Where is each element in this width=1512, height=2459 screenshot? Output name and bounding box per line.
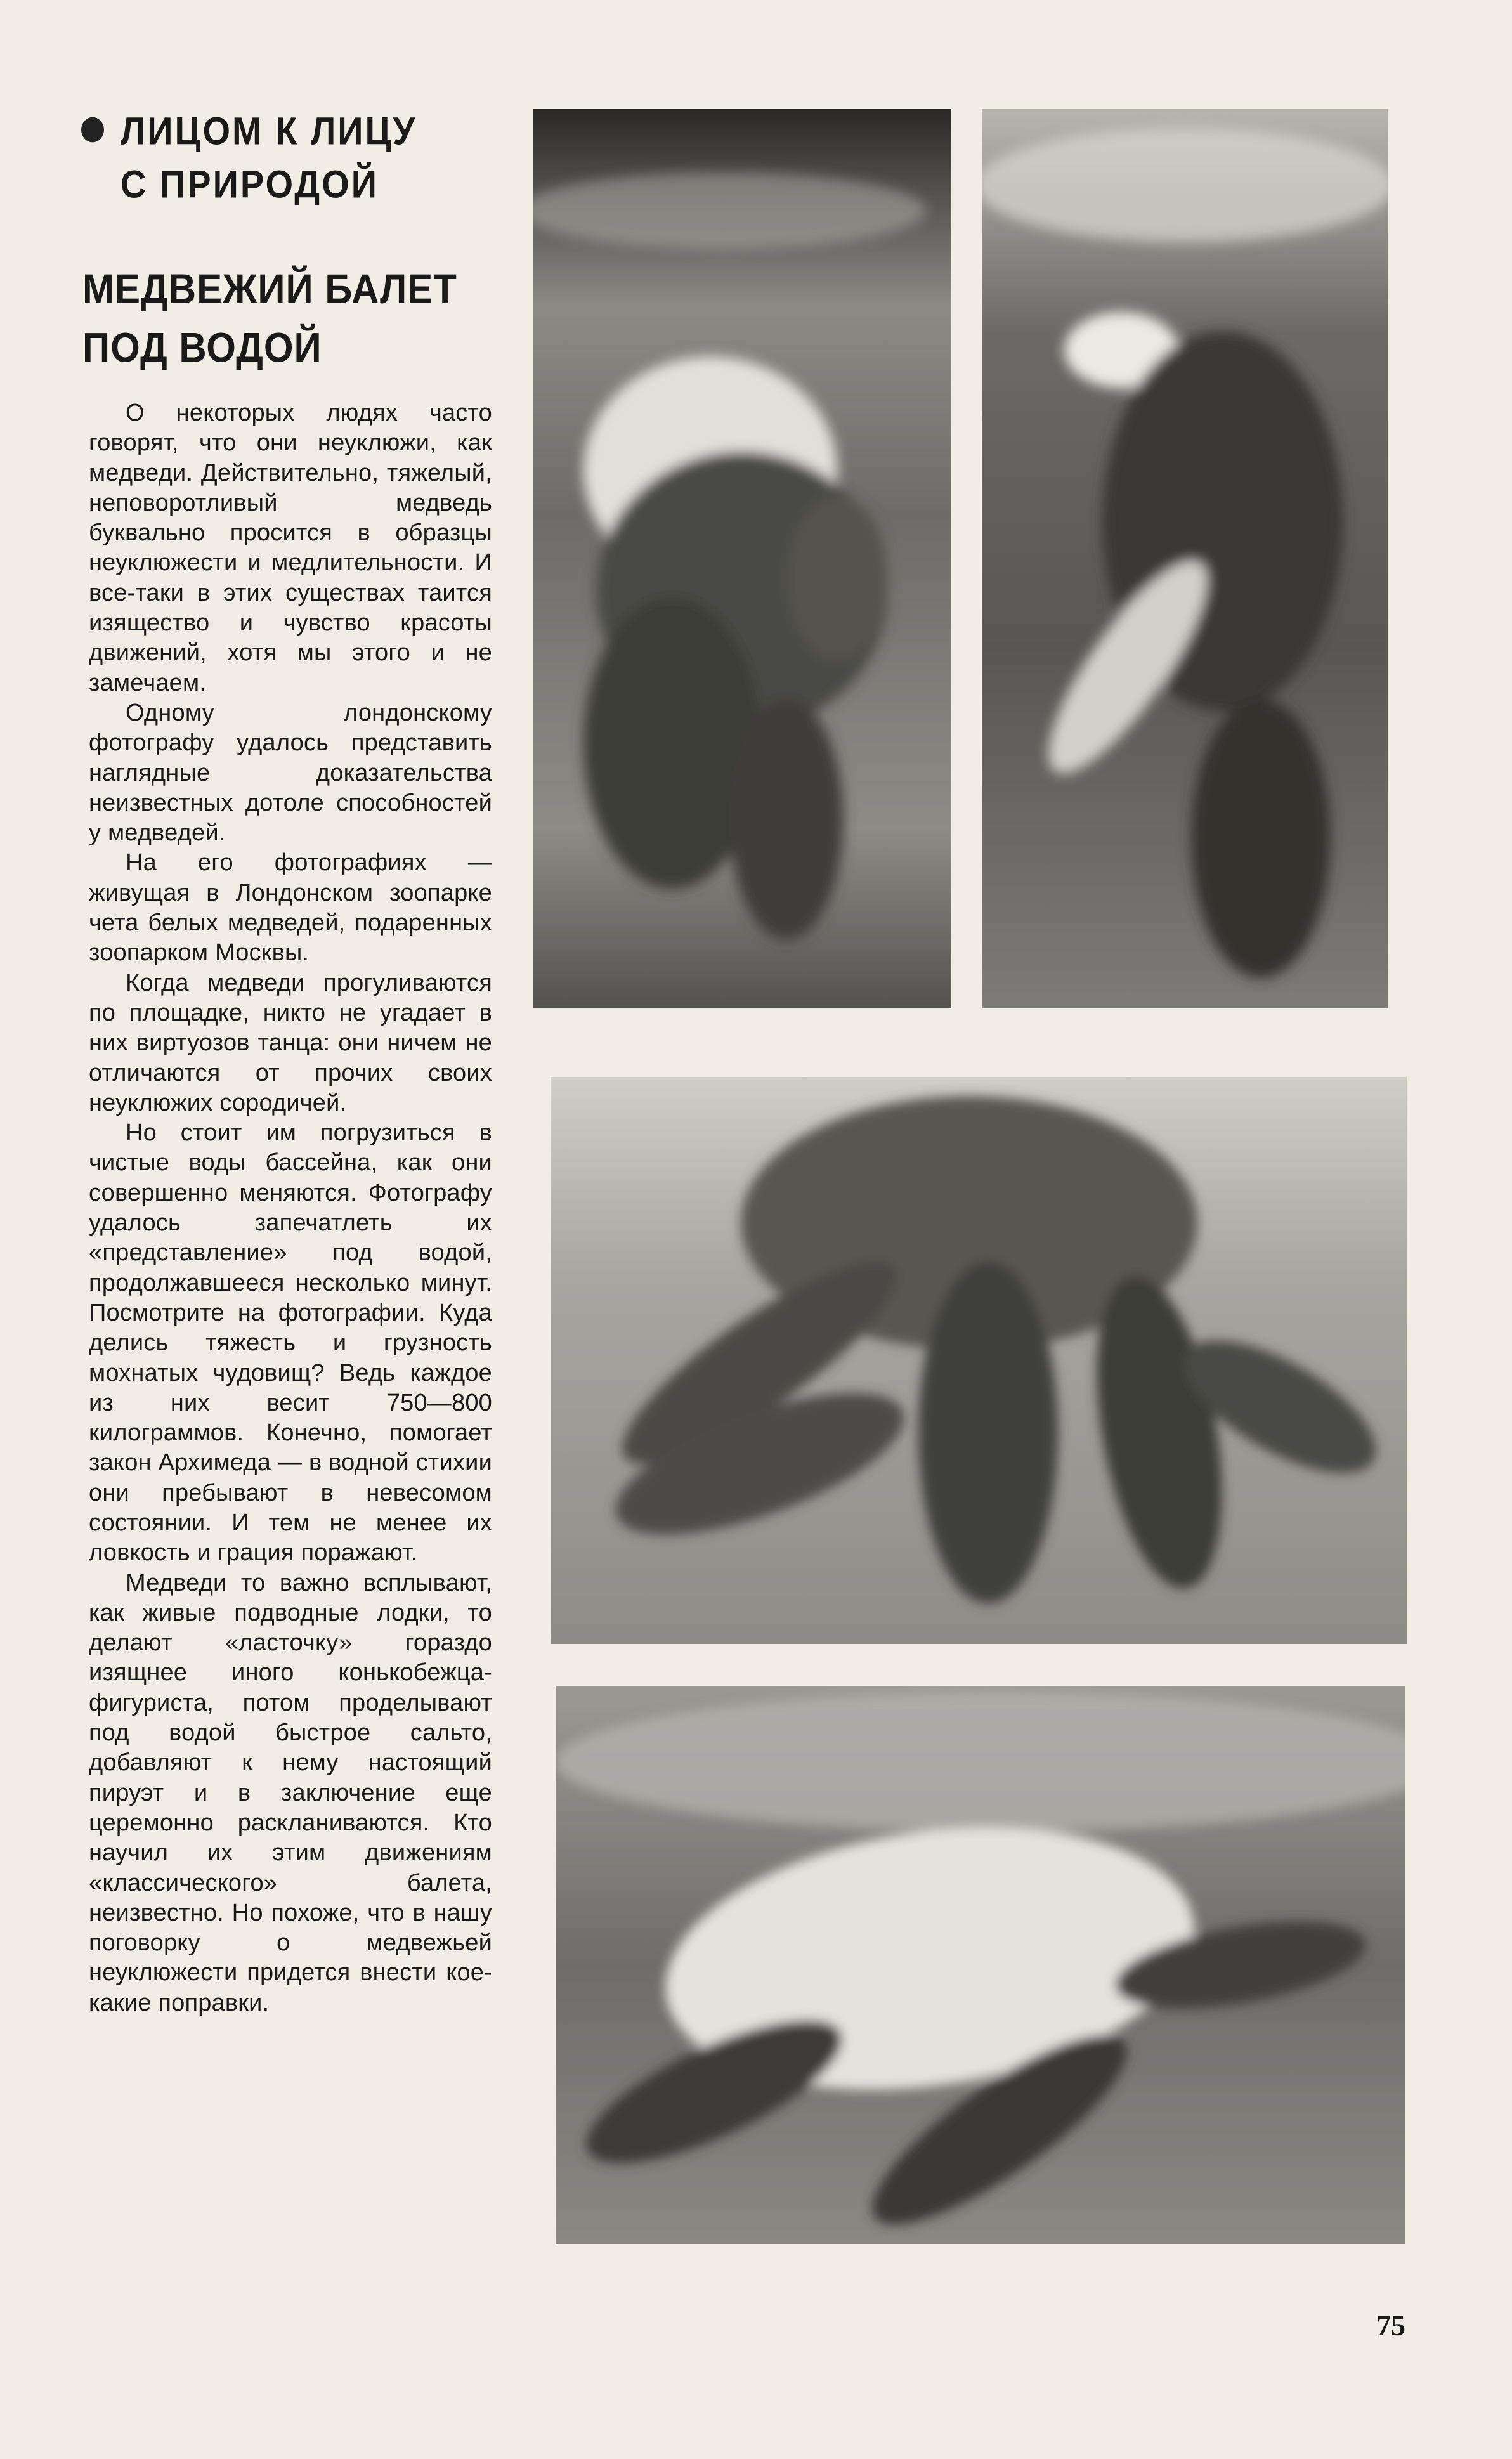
article-title bbox=[82, 260, 476, 377]
paragraph-5: Но стоит им погрузиться в чистые воды бассейна, как они совершенно меняются. Фотографу удалось запечатлеть их «представление» под водой, продолжавшееся несколько минут. Посмотрите на фотографии. Куда делись тяжесть и грузность мохнатых чудовищ? Ведь каждое из них весит 750—800 килограммов. Конечно, помогает закон Архимеда — в водной стихии они пребывают в невесомом состоянии. И тем не менее их ловкость и грация поражают. bbox=[89, 1119, 492, 1567]
section-rubric bbox=[82, 105, 438, 211]
paragraph-3: На его фотографиях — живущая в Лондонском зоопарке чета белых медведей, подаренных зоопарком Москвы. bbox=[89, 849, 492, 967]
photo-bear-underwater-1 bbox=[533, 109, 951, 1008]
rubric-line-1: ЛИЦОМ К ЛИЦУ bbox=[121, 108, 417, 153]
article-title-line-1: МЕДВЕЖИЙ БАЛЕТ bbox=[82, 265, 457, 313]
rubric-line-2: С ПРИРОДОЙ bbox=[121, 162, 379, 206]
page-number: 75 bbox=[1376, 2309, 1405, 2342]
photo-bear-underwater-2 bbox=[982, 109, 1388, 1008]
photo-bear-gliding bbox=[556, 1686, 1405, 2244]
paragraph-6: Медведи то важно всплывают, как живые подводные лодки, то делают «ласточку» гораздо изящнее иного конькобежца-фигуриста, потом проделывают под водой быстрое сальто, добавляют к нему настоящий пируэт и в заключение еще церемонно раскланиваются. Кто научил их этим движениям «классического» балета, неизвестно. Но похоже, что в нашу поговорку о медвежьей неуклюжести придется внести кое-какие поправки. bbox=[89, 1569, 492, 2016]
rubric-bullet-icon bbox=[81, 117, 104, 143]
paragraph-4: Когда медведи прогуливаются по площадке, никто не угадает в них виртуозов танца: они ничем не отличаются от прочих своих неуклюжих сородичей. bbox=[89, 969, 492, 1116]
article-body bbox=[89, 398, 492, 2018]
photo-bear-diving bbox=[551, 1077, 1407, 1644]
paragraph-2: Одному лондонскому фотографу удалось представить наглядные доказательства неизвестных дотоле способностей у медведей. bbox=[89, 699, 492, 847]
article-title-line-2: ПОД ВОДОЙ bbox=[82, 324, 322, 371]
paragraph-1: О некоторых людях часто говорят, что они неуклюжи, как медведи. Действительно, тяжелый, неповоротливый медведь буквально просится в образцы неуклюжести и медлительности. И все-таки в этих существах таится изящество и чувство красоты движений, хотя мы этого и не замечаем. bbox=[89, 400, 492, 696]
